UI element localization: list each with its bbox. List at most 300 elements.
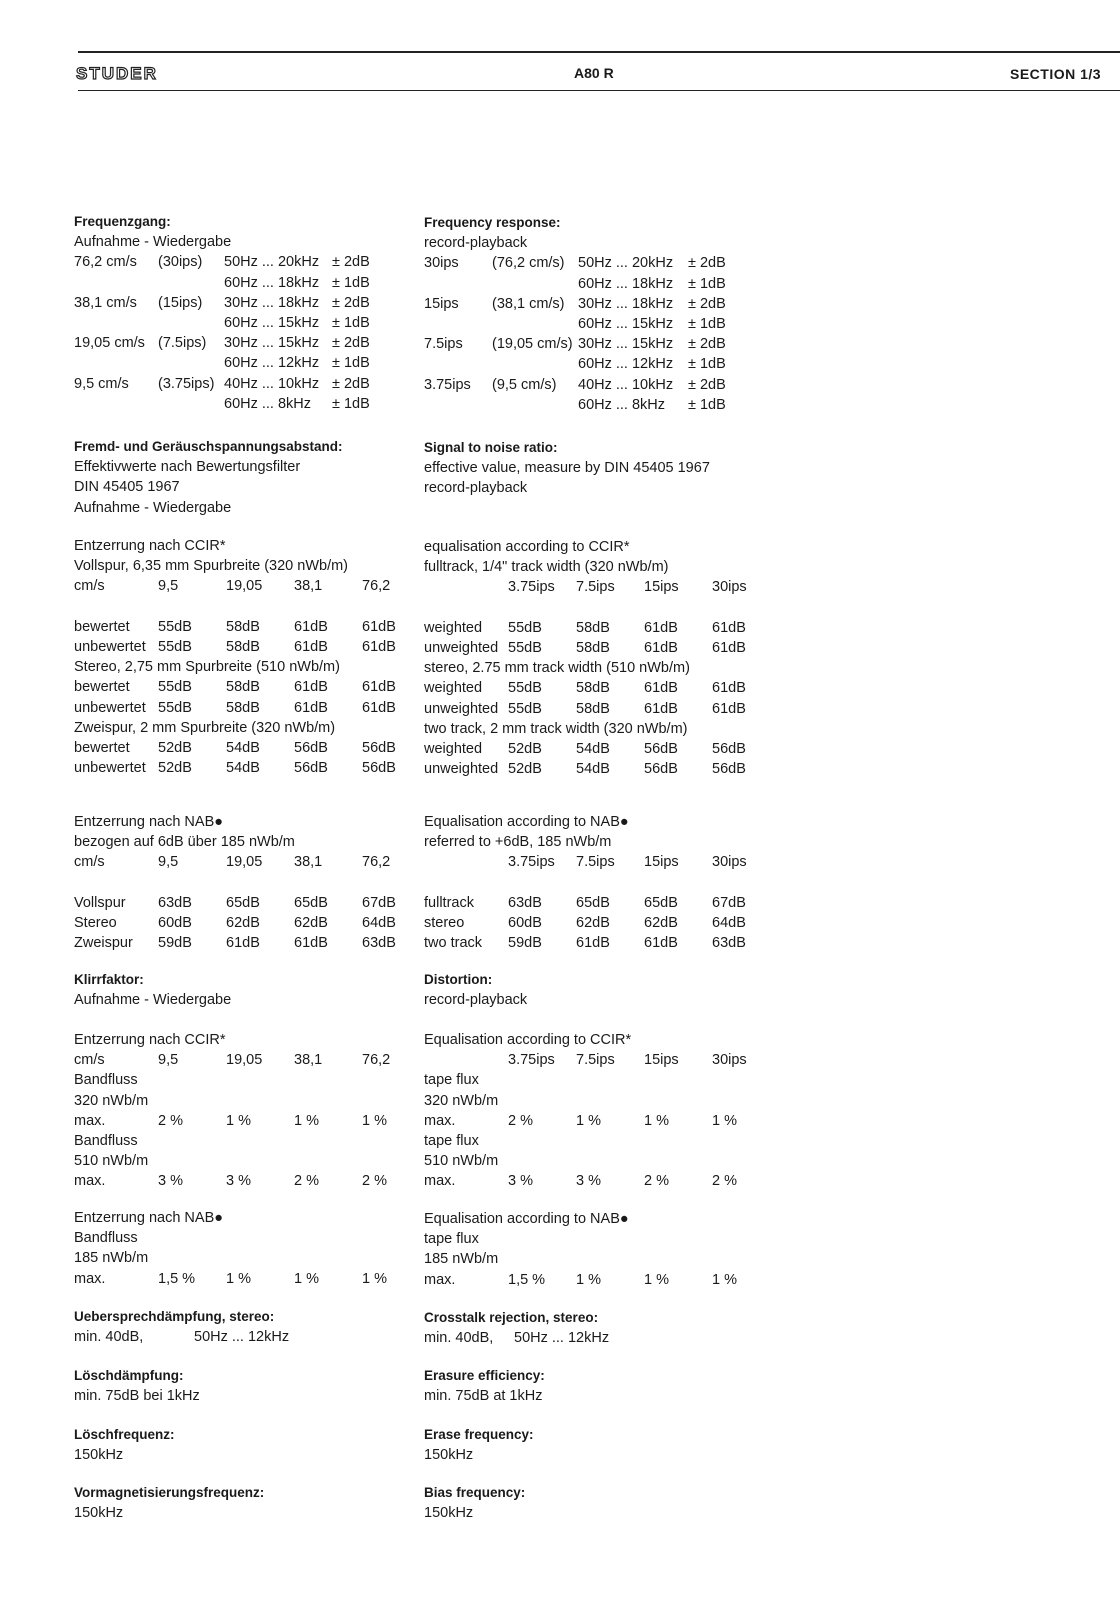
table-cell: 65dB	[226, 894, 260, 911]
erase-frequency-en	[424, 1425, 754, 1465]
table-row	[74, 913, 414, 933]
table-row	[74, 374, 414, 394]
table-cell: 3.75ips	[508, 1052, 555, 1069]
table-cell: 67dB	[712, 894, 746, 911]
table-cell: 185 nWb/m	[424, 1251, 499, 1268]
table-header	[424, 852, 754, 872]
section-title: Equalisation according to NAB●	[424, 814, 629, 830]
section-title: Erasure efficiency:	[424, 1368, 545, 1383]
table-cell: tape flux	[424, 1072, 479, 1089]
table-cell: 61dB	[362, 638, 396, 655]
table-cell: Vollspur	[74, 894, 126, 911]
table-cell: 1 %	[712, 1112, 737, 1129]
table-cell: 55dB	[158, 679, 192, 696]
table-cell: 61dB	[712, 619, 746, 636]
distortion-ccir-de	[74, 1030, 414, 1192]
table-cell: max.	[424, 1112, 456, 1129]
table-cell: unbewertet	[74, 699, 146, 716]
table-cell: Aufnahme - Wiedergabe	[74, 499, 232, 516]
table-row	[424, 893, 754, 913]
distortion-en	[424, 970, 754, 1010]
table-cell: (15ips)	[158, 294, 203, 311]
table-cell: 67dB	[362, 894, 396, 911]
table-row	[424, 1171, 754, 1191]
table-cell: 9,5	[158, 854, 179, 871]
table-cell: unbewertet	[74, 638, 146, 655]
table-cell: min. 40dB,	[74, 1329, 144, 1346]
table-header	[424, 577, 754, 597]
table-cell: Aufnahme - Wiedergabe	[74, 992, 232, 1009]
table-cell: 61dB	[294, 935, 328, 952]
table-cell: 1 %	[644, 1271, 669, 1288]
ccir-snr-en	[424, 537, 754, 779]
table-cell: 54dB	[576, 740, 610, 757]
table-cell: 58dB	[576, 619, 610, 636]
table-cell: 58dB	[576, 680, 610, 697]
table-cell: max.	[424, 1173, 456, 1190]
section-title: Entzerrung nach CCIR*	[74, 538, 226, 554]
table-cell: ± 2dB	[332, 335, 370, 352]
table-cell: 50Hz ... 12kHz	[514, 1330, 610, 1347]
table-row	[424, 933, 754, 953]
table-cell: 1 %	[644, 1112, 669, 1129]
model-name: A80 R	[574, 65, 614, 81]
table-row	[74, 353, 414, 373]
table-cell: 58dB	[226, 638, 260, 655]
table-cell: 61dB	[294, 638, 328, 655]
table-cell: 38,1	[294, 1052, 323, 1069]
table-cell: ± 2dB	[332, 294, 370, 311]
table-cell: 55dB	[158, 638, 192, 655]
table-cell: 150kHz	[424, 1447, 474, 1464]
table-cell: 7.5ips	[576, 1052, 615, 1069]
table-cell: 55dB	[158, 618, 192, 635]
table-cell: unweighted	[424, 761, 499, 778]
section-subtitle: Aufnahme - Wiedergabe	[74, 234, 232, 251]
frequency-response-en	[424, 213, 754, 415]
table-cell: Stereo	[74, 914, 117, 931]
table-cell: 61dB	[362, 679, 396, 696]
table-cell: 58dB	[226, 618, 260, 635]
table-subheading: stereo, 2.75 mm track width (510 nWb/m)	[424, 660, 690, 677]
table-cell: 63dB	[158, 894, 192, 911]
table-cell: 56dB	[362, 739, 396, 756]
table-cell: (9,5 cm/s)	[492, 376, 557, 393]
table-cell: 2 %	[712, 1173, 737, 1190]
table-cell: bewertet	[74, 739, 130, 756]
table-cell: min. 75dB at 1kHz	[424, 1388, 543, 1405]
table-cell: two track	[424, 935, 483, 952]
table-cell: 76,2	[362, 578, 391, 595]
table-cell: DIN 45405 1967	[74, 479, 180, 496]
table-row	[74, 933, 414, 953]
table-cell: 19,05	[226, 854, 263, 871]
table-cell: unweighted	[424, 639, 499, 656]
studer-logo: STUDER	[76, 64, 158, 83]
table-cell: Bandfluss	[74, 1072, 138, 1089]
section-title: Crosstalk rejection, stereo:	[424, 1310, 599, 1325]
table-row	[424, 699, 754, 719]
table-cell: weighted	[424, 619, 483, 636]
section-title: Frequenzgang:	[74, 214, 171, 229]
table-cell: ± 2dB	[688, 336, 726, 353]
table-row	[424, 314, 754, 334]
table-cell: unweighted	[424, 700, 499, 717]
table-cell: 55dB	[508, 700, 542, 717]
table-cell: fulltrack, 1/4" track width (320 nWb/m)	[424, 559, 669, 576]
table-cell: 62dB	[576, 914, 610, 931]
table-row	[74, 738, 414, 758]
table-cell: 19,05	[226, 1052, 263, 1069]
table-cell: 15ips	[644, 854, 679, 871]
table-cell: tape flux	[424, 1231, 479, 1248]
section-title: Uebersprechdämpfung, stereo:	[74, 1309, 275, 1324]
table-cell: unbewertet	[74, 760, 146, 777]
table-cell: 55dB	[508, 639, 542, 656]
table-cell: ± 1dB	[332, 274, 370, 291]
table-header	[74, 576, 414, 596]
header-rule-bottom	[78, 90, 1120, 91]
table-cell: (30ips)	[158, 254, 203, 271]
table-cell: 61dB	[644, 639, 678, 656]
section-number: SECTION 1/3	[1010, 66, 1102, 82]
table-cell: record-playback	[424, 480, 528, 497]
table-cell: 61dB	[644, 935, 678, 952]
table-cell: 61dB	[712, 680, 746, 697]
table-row	[424, 618, 754, 638]
table-cell: 1 %	[294, 1112, 319, 1129]
table-row	[424, 638, 754, 658]
crosstalk-de	[74, 1307, 414, 1347]
table-cell: 1 %	[712, 1271, 737, 1288]
table-cell: 50Hz ... 20kHz	[578, 255, 674, 272]
table-cell: 55dB	[158, 699, 192, 716]
table-cell: 63dB	[712, 935, 746, 952]
crosstalk-en	[424, 1308, 754, 1348]
section-title: Klirrfaktor:	[74, 972, 144, 987]
section-title: Löschdämpfung:	[74, 1368, 184, 1383]
table-cell: 63dB	[508, 894, 542, 911]
table-cell: (7.5ips)	[158, 335, 207, 352]
table-cell: 61dB	[294, 618, 328, 635]
table-cell: Effektivwerte nach Bewertungsfilter	[74, 459, 301, 476]
table-cell: 58dB	[576, 639, 610, 656]
table-cell: 38,1 cm/s	[74, 294, 137, 311]
table-cell: max.	[424, 1271, 456, 1288]
table-header	[424, 1050, 754, 1070]
table-cell: bezogen auf 6dB über 185 nWb/m	[74, 834, 295, 851]
table-row	[74, 617, 414, 637]
table-cell: 150kHz	[74, 1505, 124, 1522]
table-cell: 61dB	[294, 679, 328, 696]
frequency-response-de	[74, 212, 414, 414]
table-cell: 15ips	[644, 579, 679, 596]
bias-frequency-en	[424, 1483, 754, 1523]
table-cell: 3.75ips	[508, 579, 555, 596]
erasure-de	[74, 1366, 414, 1406]
table-cell: 56dB	[712, 740, 746, 757]
table-cell: ± 1dB	[688, 315, 726, 332]
table-cell: 52dB	[158, 739, 192, 756]
distortion-de	[74, 970, 414, 1010]
section-title: Entzerrung nach NAB●	[74, 1210, 224, 1226]
table-cell: 30ips	[712, 1052, 747, 1069]
table-cell: 7.5ips	[576, 579, 615, 596]
section-title: Bias frequency:	[424, 1485, 526, 1500]
table-cell: cm/s	[74, 578, 105, 595]
table-cell: 2 %	[362, 1173, 387, 1190]
table-cell: ± 1dB	[332, 314, 370, 331]
table-cell: 61dB	[644, 700, 678, 717]
table-cell: 30Hz ... 15kHz	[578, 336, 674, 353]
table-cell: 62dB	[644, 914, 678, 931]
table-cell: 150kHz	[424, 1505, 474, 1522]
table-header	[74, 1050, 414, 1070]
table-cell: 60dB	[158, 914, 192, 931]
table-cell: record-playback	[424, 992, 528, 1009]
distortion-ccir-en	[424, 1030, 754, 1192]
table-row	[74, 698, 414, 718]
table-cell: 65dB	[294, 894, 328, 911]
table-cell: 54dB	[226, 760, 260, 777]
table-cell: ± 1dB	[688, 396, 726, 413]
table-cell: 60Hz ... 12kHz	[578, 356, 674, 373]
table-cell: 60Hz ... 18kHz	[578, 275, 674, 292]
table-cell: (3.75ips)	[158, 375, 215, 392]
table-cell: 56dB	[712, 761, 746, 778]
table-cell: max.	[74, 1112, 106, 1129]
table-cell: 54dB	[226, 739, 260, 756]
table-cell: Vollspur, 6,35 mm Spurbreite (320 nWb/m)	[74, 558, 349, 575]
table-cell: 1 %	[226, 1270, 251, 1287]
table-cell: 60Hz ... 18kHz	[224, 274, 320, 291]
table-cell: 9,5 cm/s	[74, 375, 129, 392]
table-cell: ± 2dB	[688, 376, 726, 393]
table-cell: 15ips	[424, 295, 459, 312]
table-cell: 1 %	[294, 1270, 319, 1287]
table-row	[424, 759, 754, 779]
table-cell: Bandfluss	[74, 1230, 138, 1247]
table-row	[424, 274, 754, 294]
table-cell: 61dB	[712, 639, 746, 656]
table-cell: 40Hz ... 10kHz	[578, 376, 674, 393]
table-cell: 30ips	[712, 854, 747, 871]
table-cell: 30ips	[712, 579, 747, 596]
table-cell: 61dB	[362, 618, 396, 635]
snr-en	[424, 438, 754, 499]
table-cell: 56dB	[644, 761, 678, 778]
distortion-nab-de	[74, 1208, 414, 1289]
table-cell: 7.5ips	[424, 336, 463, 353]
table-cell: 3 %	[158, 1173, 183, 1190]
table-cell: 61dB	[294, 699, 328, 716]
table-cell: 61dB	[644, 680, 678, 697]
table-cell: ± 1dB	[688, 356, 726, 373]
table-cell: 59dB	[508, 935, 542, 952]
table-row	[74, 1171, 414, 1191]
table-cell: referred to +6dB, 185 nWb/m	[424, 834, 612, 851]
table-cell: 52dB	[508, 740, 542, 757]
table-cell: ± 2dB	[332, 375, 370, 392]
table-cell: (19,05 cm/s)	[492, 336, 573, 353]
table-cell: 1 %	[226, 1112, 251, 1129]
table-cell: 55dB	[508, 680, 542, 697]
table-cell: 510 nWb/m	[74, 1153, 149, 1170]
table-row	[424, 395, 754, 415]
table-cell: 60Hz ... 8kHz	[578, 396, 666, 413]
table-cell: ± 1dB	[688, 275, 726, 292]
section-title: Entzerrung nach CCIR*	[74, 1032, 226, 1048]
table-cell: 19,05 cm/s	[74, 335, 145, 352]
table-cell: 1 %	[362, 1270, 387, 1287]
table-cell: 61dB	[712, 700, 746, 717]
table-cell: 56dB	[294, 739, 328, 756]
table-cell: 38,1	[294, 578, 323, 595]
table-cell: 62dB	[226, 914, 260, 931]
table-cell: 30Hz ... 15kHz	[224, 335, 320, 352]
table-cell: 76,2	[362, 854, 391, 871]
table-cell: fulltrack	[424, 894, 474, 911]
table-cell: ± 1dB	[332, 395, 370, 412]
table-cell: 52dB	[508, 761, 542, 778]
table-cell: 58dB	[226, 679, 260, 696]
table-cell: 320 nWb/m	[424, 1092, 499, 1109]
table-cell: 1,5 %	[508, 1271, 546, 1288]
table-header	[74, 852, 414, 872]
table-cell: Bandfluss	[74, 1132, 138, 1149]
table-cell: 2 %	[294, 1173, 319, 1190]
table-cell: 56dB	[294, 760, 328, 777]
table-cell: 60dB	[508, 914, 542, 931]
table-row	[74, 394, 414, 414]
table-cell: 2 %	[158, 1112, 183, 1129]
section-subtitle: record-playback	[424, 235, 528, 252]
table-cell: 3 %	[508, 1173, 533, 1190]
table-row	[74, 893, 414, 913]
table-cell: max.	[74, 1270, 106, 1287]
table-cell: 55dB	[508, 619, 542, 636]
table-row	[424, 739, 754, 759]
table-cell: 30Hz ... 18kHz	[224, 294, 320, 311]
section-title: Signal to noise ratio:	[424, 440, 558, 455]
table-cell: 58dB	[226, 699, 260, 716]
table-cell: 59dB	[158, 935, 192, 952]
section-title: Equalisation according to NAB●	[424, 1211, 629, 1227]
table-cell: 61dB	[576, 935, 610, 952]
table-cell: max.	[74, 1173, 106, 1190]
table-row	[424, 334, 754, 354]
bias-frequency-de	[74, 1483, 414, 1523]
ccir-snr-de	[74, 536, 414, 778]
table-row	[74, 252, 414, 272]
table-cell: ± 2dB	[688, 255, 726, 272]
table-cell: bewertet	[74, 679, 130, 696]
table-cell: 38,1	[294, 854, 323, 871]
table-cell: 30Hz ... 18kHz	[578, 295, 674, 312]
table-cell: (76,2 cm/s)	[492, 255, 565, 272]
table-cell: 510 nWb/m	[424, 1153, 499, 1170]
table-row	[424, 1111, 754, 1131]
section-title: Entzerrung nach NAB●	[74, 814, 224, 830]
section-title: Frequency response:	[424, 215, 561, 230]
table-row	[74, 273, 414, 293]
table-cell: 50Hz ... 12kHz	[194, 1329, 290, 1346]
table-row	[424, 678, 754, 698]
nab-snr-en	[424, 812, 754, 953]
table-cell: 30ips	[424, 255, 459, 272]
table-cell: 3.75ips	[508, 854, 555, 871]
table-cell: 3 %	[226, 1173, 251, 1190]
table-subheading: two track, 2 mm track width (320 nWb/m)	[424, 720, 688, 737]
table-cell: 1,5 %	[158, 1270, 196, 1287]
table-cell: 1 %	[362, 1112, 387, 1129]
table-cell: 50Hz ... 20kHz	[224, 254, 320, 271]
table-cell: 9,5	[158, 578, 179, 595]
table-cell: cm/s	[74, 1052, 105, 1069]
table-row	[74, 333, 414, 353]
table-cell: cm/s	[74, 854, 105, 871]
table-cell: 64dB	[362, 914, 396, 931]
table-cell: ± 2dB	[332, 254, 370, 271]
table-row	[424, 294, 754, 314]
table-cell: 60Hz ... 15kHz	[578, 315, 674, 332]
table-cell: 1 %	[576, 1271, 601, 1288]
table-cell: 19,05	[226, 578, 263, 595]
table-cell: 185 nWb/m	[74, 1250, 149, 1267]
nab-snr-de	[74, 812, 414, 953]
table-cell: ± 1dB	[332, 355, 370, 372]
table-cell: 52dB	[158, 760, 192, 777]
table-cell: effective value, measure by DIN 45405 1967	[424, 460, 710, 477]
section-title: Equalisation according to CCIR*	[424, 1032, 632, 1048]
section-title: Fremd- und Geräuschspannungsabstand:	[74, 439, 343, 454]
table-cell: 54dB	[576, 761, 610, 778]
header-rule-top	[78, 51, 1120, 53]
table-cell: 62dB	[294, 914, 328, 931]
table-cell: min. 75dB bei 1kHz	[74, 1388, 200, 1405]
table-cell: stereo	[424, 914, 465, 931]
table-cell: 58dB	[576, 700, 610, 717]
table-cell: min. 40dB,	[424, 1330, 494, 1347]
table-row	[74, 293, 414, 313]
table-cell: 76,2 cm/s	[74, 254, 137, 271]
table-cell: weighted	[424, 680, 483, 697]
table-cell: ± 2dB	[688, 295, 726, 312]
table-cell: 65dB	[644, 894, 678, 911]
section-title: Erase frequency:	[424, 1427, 534, 1442]
table-cell: 56dB	[644, 740, 678, 757]
section-title: Löschfrequenz:	[74, 1427, 175, 1442]
erase-frequency-de	[74, 1425, 414, 1465]
distortion-nab-en	[424, 1209, 754, 1290]
table-row	[424, 354, 754, 374]
table-cell: 63dB	[362, 935, 396, 952]
table-cell: 15ips	[644, 1052, 679, 1069]
section-title: Vormagnetisierungsfrequenz:	[74, 1485, 265, 1500]
erasure-en	[424, 1366, 754, 1406]
table-cell: 61dB	[226, 935, 260, 952]
table-cell: 60Hz ... 12kHz	[224, 355, 320, 372]
table-subheading: Stereo, 2,75 mm Spurbreite (510 nWb/m)	[74, 659, 340, 676]
section-title: Distortion:	[424, 972, 493, 987]
snr-de	[74, 437, 414, 518]
table-cell: 3.75ips	[424, 376, 471, 393]
table-cell: 2 %	[644, 1173, 669, 1190]
table-cell: 2 %	[508, 1112, 533, 1129]
table-cell: 60Hz ... 15kHz	[224, 314, 320, 331]
table-cell: 65dB	[576, 894, 610, 911]
table-cell: 40Hz ... 10kHz	[224, 375, 320, 392]
